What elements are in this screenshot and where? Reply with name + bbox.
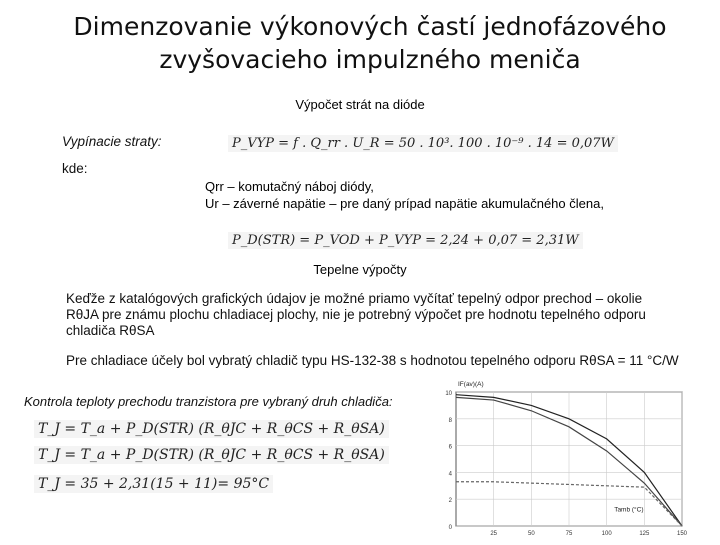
control-label: Kontrola teploty prechodu tranzistora pre vybraný druh chladiča: — [24, 394, 393, 409]
where-label: kde: — [62, 161, 88, 176]
definitions — [205, 178, 604, 212]
def-ur: Ur – záverné napätie – pre daný prípad napätie akumulačného člena, — [205, 196, 604, 211]
y-tick-label: 0 — [448, 525, 452, 531]
x-tick-label: 75 — [565, 531, 573, 537]
junction-temp-equation-1: T_J = T_a + P_D(STR) (R_θJC + R_θCS + R_θSA) — [34, 420, 389, 438]
paragraph-1-line-1: Keďže z katalógových grafických údajov je možné priamo vyčítať tepelný odpor prechod – okolie — [66, 291, 643, 306]
switching-formula: P_VYP = f . Q_rr . U_R = 50 . 10³. 100 . 10⁻⁹ . 14 = 0,07W — [228, 135, 618, 152]
derating-chart-svg — [426, 374, 720, 540]
title-line-1: Dimenzovanie výkonových častí jednofázového — [73, 12, 667, 41]
thermal-heading: Tepelne výpočty — [313, 262, 407, 277]
y-tick-label: 2 — [448, 498, 452, 505]
total-loss-formula: P_D(STR) = P_VOD + P_VYP = 2,24 + 0,07 = 2,31W — [228, 232, 583, 249]
switching-losses-label: Vypínacie straty: — [62, 134, 162, 149]
y-axis-label: IF(av)(A) — [458, 381, 484, 388]
y-tick-label: 10 — [445, 391, 452, 397]
x-tick-label: 150 — [676, 531, 688, 537]
x-axis-label: Tamb (°C) — [614, 506, 644, 514]
paragraph-2 — [66, 353, 679, 369]
x-tick-label: 125 — [639, 531, 650, 537]
title-line-2: zvyšovacieho impulzného meniča — [159, 45, 581, 74]
junction-temp-equation-3 — [34, 475, 273, 493]
y-tick-label: 4 — [448, 471, 452, 478]
x-tick-label: 100 — [601, 531, 612, 537]
junction-temp-equation-2: T_J = T_a + P_D(STR) (R_θJC + R_θCS + R_θSA) — [34, 446, 389, 464]
x-tick-label: 50 — [527, 531, 535, 537]
y-tick-label: 6 — [448, 444, 452, 451]
subheading: Výpočet strát na dióde — [295, 97, 425, 112]
y-tick-label: 8 — [448, 417, 452, 424]
paragraph-1-line-3: chladiča RθSA — [66, 323, 155, 338]
x-tick-label: 25 — [490, 531, 498, 537]
slide-title — [60, 10, 680, 76]
junction-temp-result: T_J = 35 + 2,31(15 + 11)= 95°C — [38, 476, 270, 492]
derating-chart — [426, 374, 720, 540]
paragraph-1-line-2: RθJA pre známu plochu chladiacej plochy, nie je potrebný výpočet pre hodnotu tepelného odporu — [66, 307, 646, 322]
paragraph-1 — [66, 291, 646, 339]
paragraph-2-text: Pre chladiace účely bol vybratý chladič typu HS-132-38 s hodnotou tepelného odporu RθSA = 11 °C/W — [66, 353, 679, 368]
def-qrr: Qrr – komutačný náboj diódy, — [205, 179, 374, 194]
